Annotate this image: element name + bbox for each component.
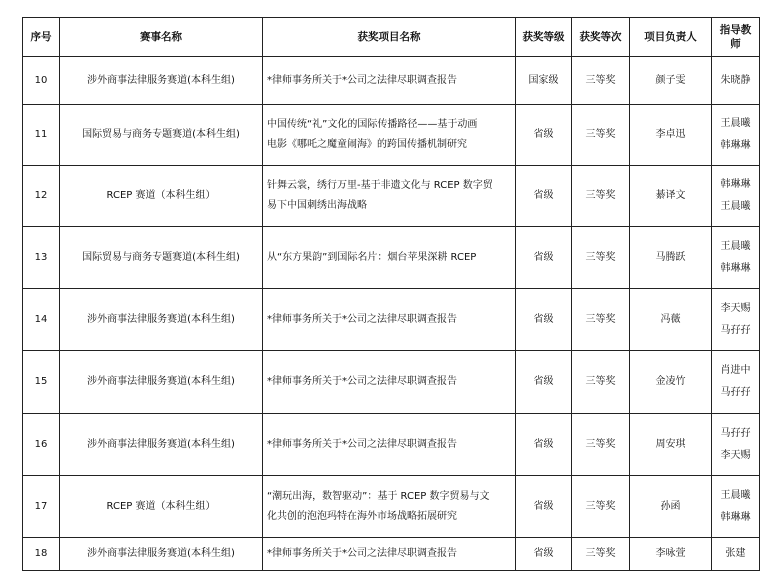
project-name: *律师事务所关于*公司之法律尽职调查报告	[263, 289, 516, 351]
project-leader: 孙函	[630, 476, 712, 538]
header-event-name: 赛事名称	[60, 18, 263, 57]
award-rank: 三等奖	[572, 414, 630, 476]
award-level: 省级	[516, 351, 572, 414]
table-row	[23, 538, 760, 571]
award-rank: 三等奖	[572, 105, 630, 166]
row-index: 17	[23, 476, 60, 538]
project-name: 从“东方果韵”到国际名片：烟台苹果深耕 RCEP	[263, 227, 516, 289]
header-project-name: 获奖项目名称	[263, 18, 516, 57]
advisor: 肖进中 马孖孖	[712, 351, 760, 414]
table-row	[23, 166, 760, 227]
award-level: 省级	[516, 166, 572, 227]
table-row	[23, 476, 760, 538]
award-level: 省级	[516, 289, 572, 351]
row-index: 13	[23, 227, 60, 289]
award-level: 省级	[516, 476, 572, 538]
event-name: 国际贸易与商务专题赛道(本科生组)	[60, 105, 263, 166]
header-award-rank: 获奖等次	[572, 18, 630, 57]
row-index: 14	[23, 289, 60, 351]
table-row	[23, 227, 760, 289]
advisor: 韩琳琳 王晨曦	[712, 166, 760, 227]
advisor: 马孖孖 李天赐	[712, 414, 760, 476]
event-name: 涉外商事法律服务赛道(本科生组)	[60, 414, 263, 476]
awards-table	[22, 17, 760, 571]
row-index: 11	[23, 105, 60, 166]
project-name: 中国传统“礼”文化的国际传播路径——基于动画 电影《哪吒之魔童闹海》的跨国传播机制研究	[263, 105, 516, 166]
award-level: 省级	[516, 538, 572, 571]
award-rank: 三等奖	[572, 476, 630, 538]
event-name: 涉外商事法律服务赛道(本科生组)	[60, 538, 263, 571]
table-row	[23, 351, 760, 414]
award-rank: 三等奖	[572, 166, 630, 227]
project-name: *律师事务所关于*公司之法律尽职调查报告	[263, 351, 516, 414]
event-name: 涉外商事法律服务赛道(本科生组)	[60, 289, 263, 351]
row-index: 10	[23, 57, 60, 105]
event-name: 涉外商事法律服务赛道(本科生组)	[60, 351, 263, 414]
advisor: 朱晓静	[712, 57, 760, 105]
project-name: 针舞云裳，绣行万里-基于非遗文化与 RCEP 数字贸 易下中国刺绣出海战略	[263, 166, 516, 227]
row-index: 12	[23, 166, 60, 227]
event-name: 涉外商事法律服务赛道(本科生组)	[60, 57, 263, 105]
advisor: 李天赐 马孖孖	[712, 289, 760, 351]
award-level: 省级	[516, 105, 572, 166]
header-row	[23, 18, 760, 57]
award-rank: 三等奖	[572, 538, 630, 571]
table-row	[23, 289, 760, 351]
advisor: 王晨曦 韩琳琳	[712, 105, 760, 166]
header-index: 序号	[23, 18, 60, 57]
award-rank: 三等奖	[572, 227, 630, 289]
project-leader: 金凌竹	[630, 351, 712, 414]
project-leader: 綦译文	[630, 166, 712, 227]
project-leader: 李咏萱	[630, 538, 712, 571]
project-leader: 周安琪	[630, 414, 712, 476]
project-leader: 李卓迅	[630, 105, 712, 166]
project-leader: 冯薇	[630, 289, 712, 351]
project-leader: 颜子雯	[630, 57, 712, 105]
row-index: 18	[23, 538, 60, 571]
event-name: 国际贸易与商务专题赛道(本科生组)	[60, 227, 263, 289]
project-name: *律师事务所关于*公司之法律尽职调查报告	[263, 538, 516, 571]
row-index: 15	[23, 351, 60, 414]
project-leader: 马腾跃	[630, 227, 712, 289]
award-level: 国家级	[516, 57, 572, 105]
table-row	[23, 57, 760, 105]
table-row	[23, 105, 760, 166]
table-row	[23, 414, 760, 476]
event-name: RCEP 赛道（本科生组）	[60, 476, 263, 538]
award-rank: 三等奖	[572, 289, 630, 351]
project-name: “潮玩出海，数智驱动”：基于 RCEP 数字贸易与文 化共创的泡泡玛特在海外市场战略拓展研究	[263, 476, 516, 538]
header-project-leader: 项目负责人	[630, 18, 712, 57]
advisor: 王晨曦 韩琳琳	[712, 476, 760, 538]
award-rank: 三等奖	[572, 57, 630, 105]
award-rank: 三等奖	[572, 351, 630, 414]
header-award-level: 获奖等级	[516, 18, 572, 57]
header-advisor: 指导教师	[712, 18, 760, 57]
project-name: *律师事务所关于*公司之法律尽职调查报告	[263, 414, 516, 476]
project-name: *律师事务所关于*公司之法律尽职调查报告	[263, 57, 516, 105]
award-level: 省级	[516, 414, 572, 476]
advisor: 张建	[712, 538, 760, 571]
advisor: 王晨曦 韩琳琳	[712, 227, 760, 289]
award-level: 省级	[516, 227, 572, 289]
event-name: RCEP 赛道（本科生组）	[60, 166, 263, 227]
row-index: 16	[23, 414, 60, 476]
